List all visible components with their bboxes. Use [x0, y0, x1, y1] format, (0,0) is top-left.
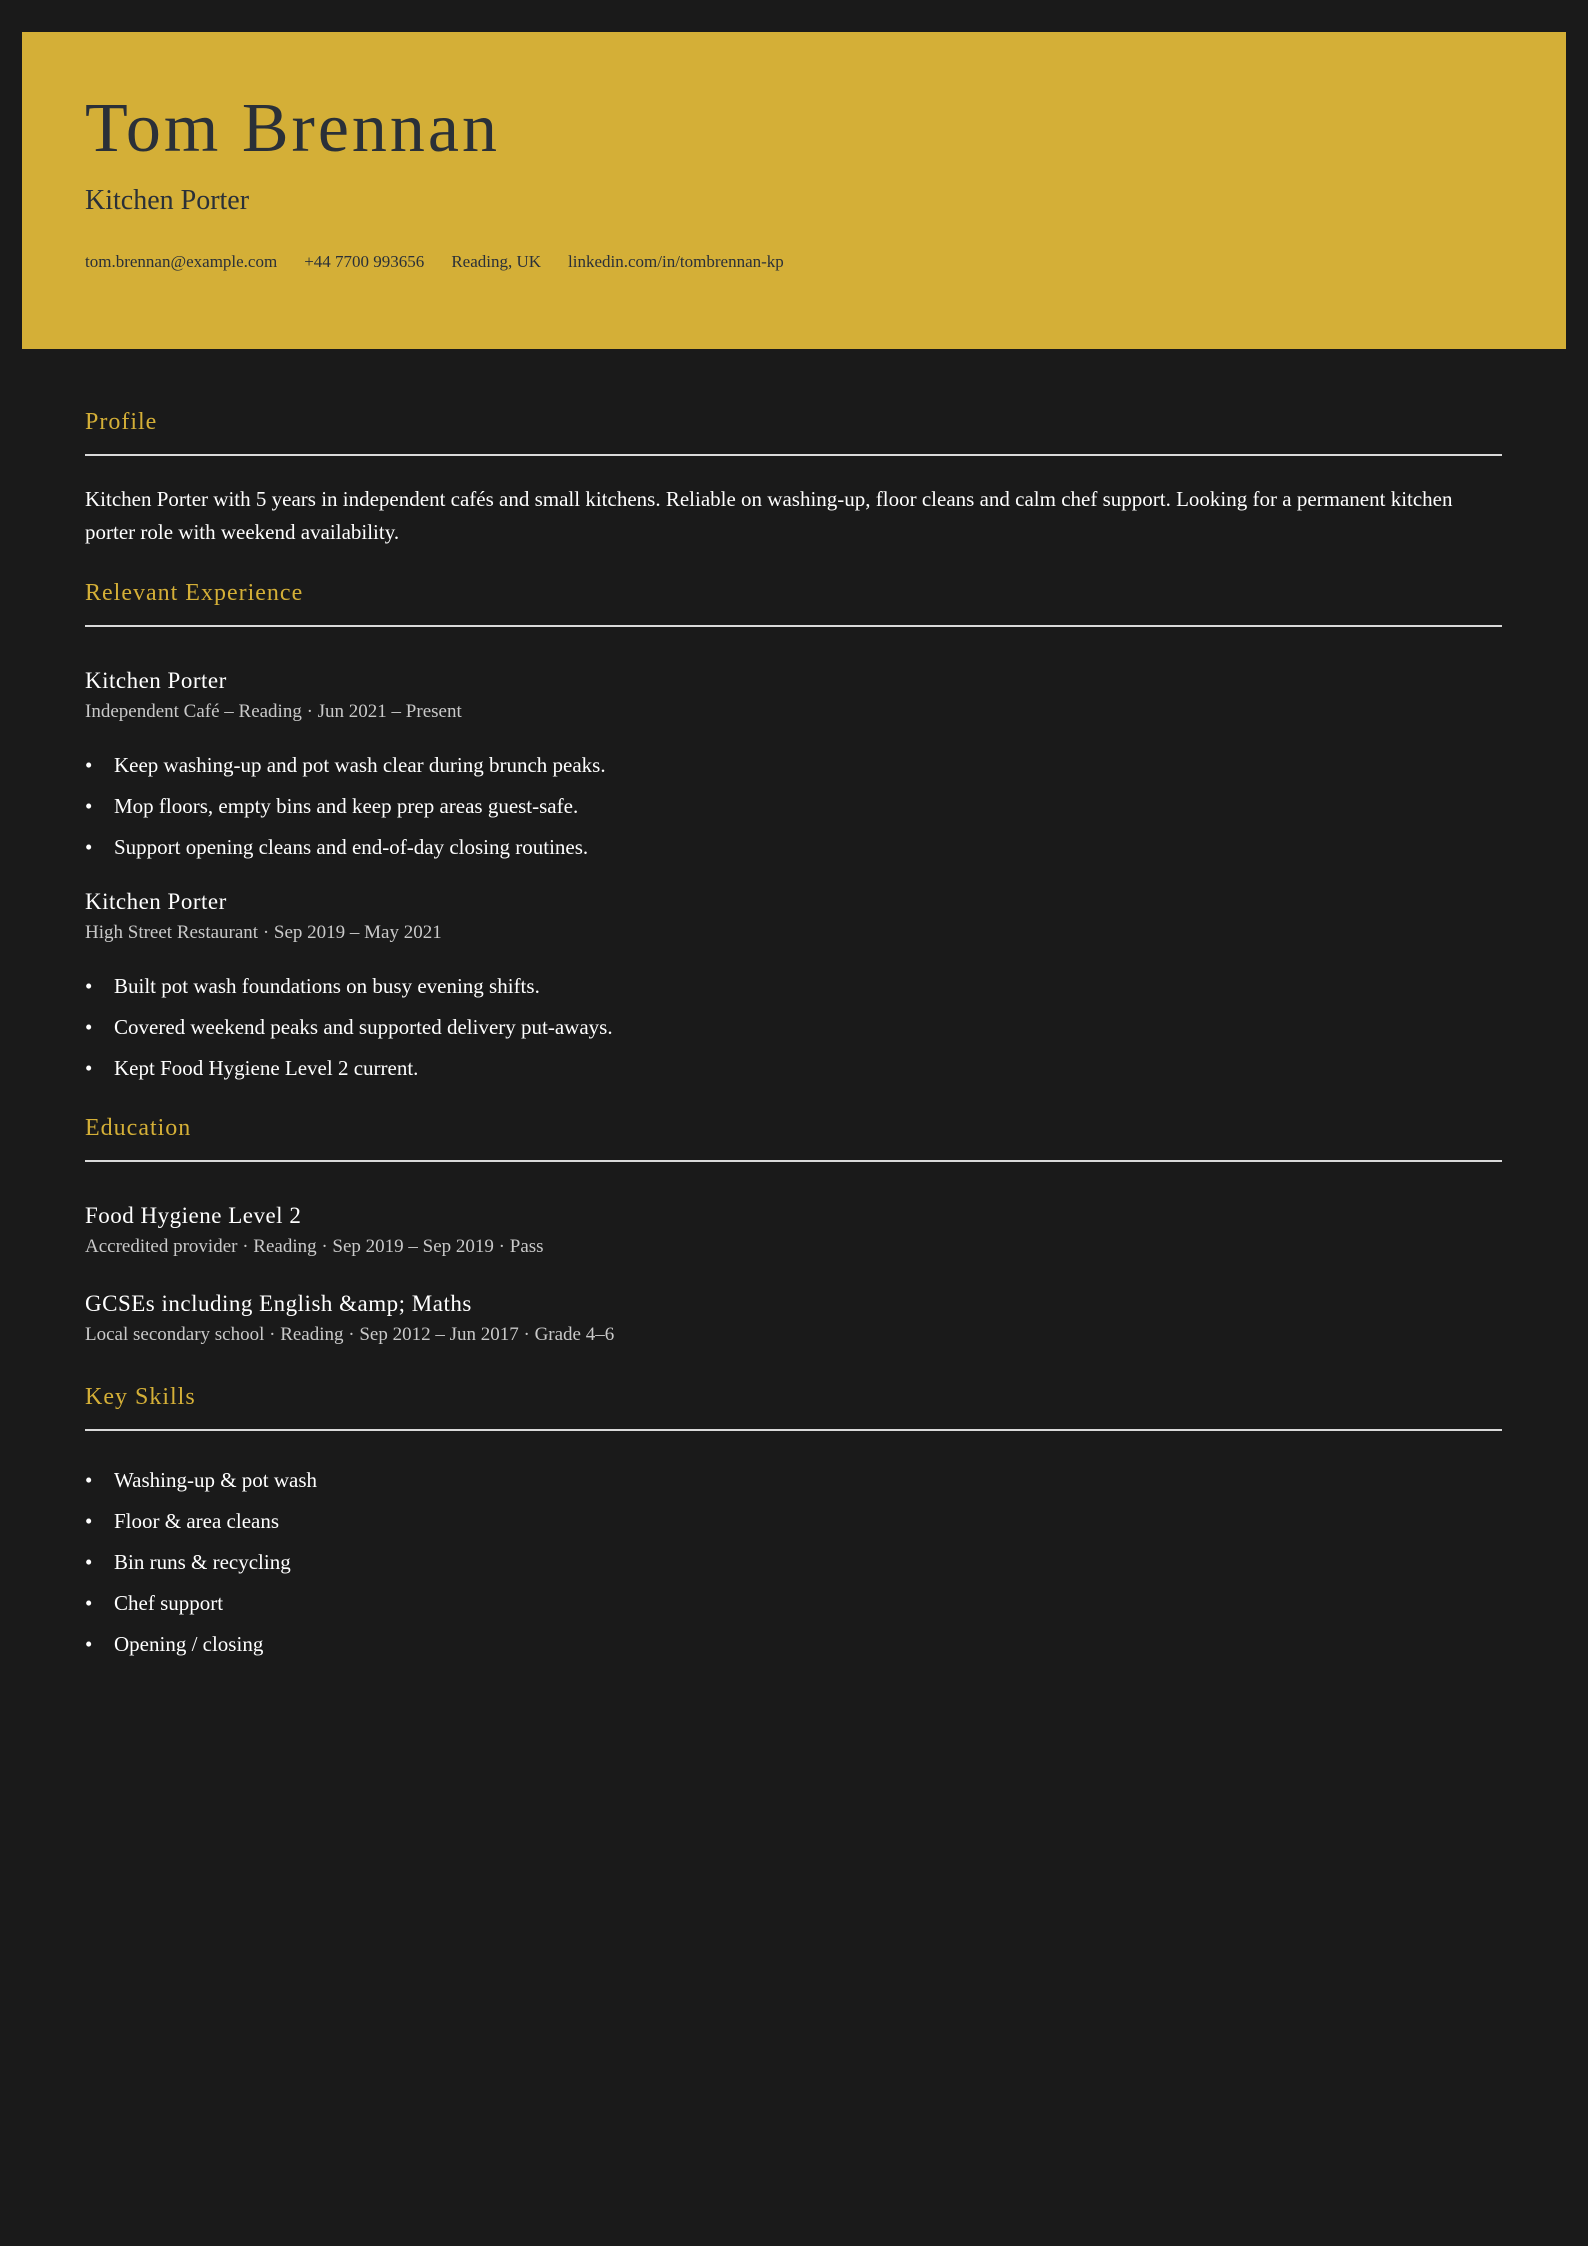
- job-bullet-text: Covered weekend peaks and supported delivery put-aways.: [114, 1015, 613, 1039]
- bullet-icon: •: [85, 1015, 93, 1039]
- education-meta: Accredited provider · Reading · Sep 2019 – Sep 2019 · Pass: [85, 1236, 544, 1257]
- job-title: Kitchen Porter: [85, 889, 227, 914]
- section-divider: [85, 1160, 1502, 1162]
- bullet-icon: •: [85, 1056, 93, 1080]
- contact-phone[interactable]: +44 7700 993656: [304, 252, 425, 271]
- bullet-icon: •: [85, 1509, 93, 1533]
- bullet-icon: •: [85, 1591, 93, 1615]
- candidate-name: Tom Brennan: [85, 90, 500, 167]
- bullet-icon: •: [85, 753, 93, 777]
- section-title-experience: Relevant Experience: [85, 580, 304, 606]
- resume-header: [22, 32, 1566, 349]
- education-meta: Local secondary school · Reading · Sep 2012 – Jun 2017 · Grade 4–6: [85, 1324, 615, 1345]
- bullet-icon: •: [85, 835, 93, 859]
- job-bullet-text: Mop floors, empty bins and keep prep areas guest-safe.: [114, 794, 579, 818]
- contact-linkedin[interactable]: linkedin.com/in/tombrennan-kp: [568, 252, 784, 271]
- job-bullet-text: Kept Food Hygiene Level 2 current.: [114, 1056, 419, 1080]
- job-bullet-text: Keep washing-up and pot wash clear during brunch peaks.: [114, 753, 606, 777]
- education-title: Food Hygiene Level 2: [85, 1203, 302, 1228]
- job-meta: High Street Restaurant · Sep 2019 – May 2021: [85, 922, 442, 943]
- skill-text: Bin runs & recycling: [114, 1550, 291, 1574]
- section-title-education: Education: [85, 1115, 192, 1141]
- skill-text: Floor & area cleans: [114, 1509, 280, 1533]
- skill-text: Chef support: [114, 1591, 224, 1615]
- section-title-skills: Key Skills: [85, 1384, 196, 1410]
- candidate-role: Kitchen Porter: [85, 185, 250, 216]
- section-divider: [85, 625, 1502, 627]
- section-divider: [85, 1429, 1502, 1431]
- bullet-icon: •: [85, 974, 93, 998]
- skill-text: Washing-up & pot wash: [114, 1468, 318, 1492]
- contact-email[interactable]: tom.brennan@example.com: [85, 252, 278, 271]
- skill-text: Opening / closing: [114, 1632, 264, 1656]
- bullet-icon: •: [85, 1550, 93, 1574]
- job-meta: Independent Café – Reading · Jun 2021 – Present: [85, 701, 462, 722]
- job-title: Kitchen Porter: [85, 668, 227, 693]
- job-bullet-text: Built pot wash foundations on busy evening shifts.: [114, 974, 540, 998]
- job-bullet-text: Support opening cleans and end-of-day closing routines.: [114, 835, 589, 859]
- section-title-profile: Profile: [85, 409, 158, 435]
- contact-line: [85, 253, 811, 270]
- bullet-icon: •: [85, 1632, 93, 1656]
- contact-location: Reading, UK: [451, 252, 542, 271]
- section-divider: [85, 454, 1502, 456]
- education-title: GCSEs including English &amp; Maths: [85, 1291, 472, 1316]
- bullet-icon: •: [85, 794, 93, 818]
- bullet-icon: •: [85, 1468, 93, 1492]
- profile-text: Kitchen Porter with 5 years in independent cafés and small kitchens. Reliable on washing-up, floor cleans and calm chef support. Looking for a permanent kitchen porter role with weekend availability.: [85, 487, 1453, 544]
